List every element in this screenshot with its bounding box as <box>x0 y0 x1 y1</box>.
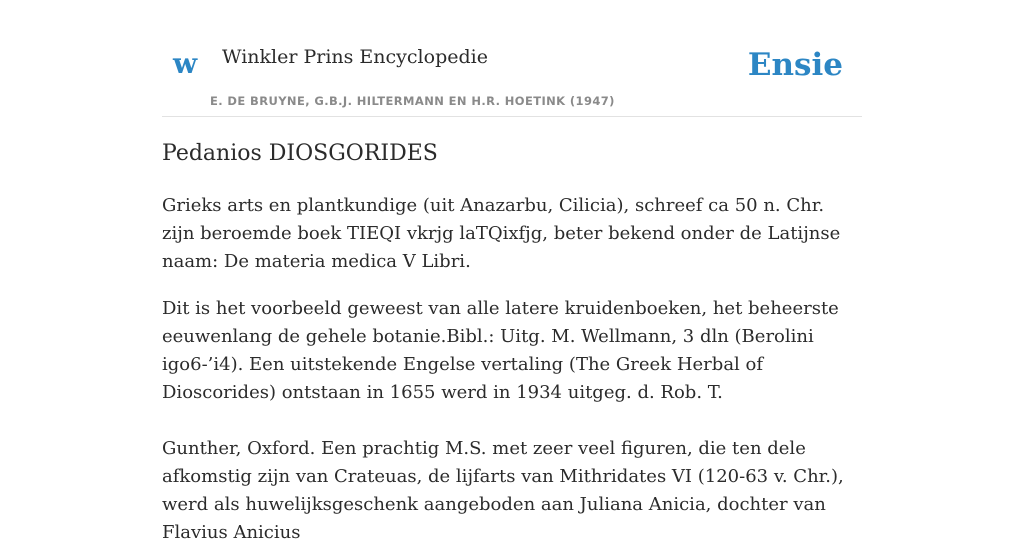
logo-icon[interactable]: w <box>173 47 198 80</box>
site-header <box>162 0 862 117</box>
brand-logo[interactable]: Ensie <box>747 47 843 83</box>
article-paragraph-3: Gunther, Oxford. Een prachtig M.S. met zeer veel figuren, die ten dele afkomstig zijn van Crateuas, de lijfarts van Mithridates VI (120-63 v. Chr.), werd als huwelijksgeschenk aangeboden aan Juliana Anicia, dochter van Flavius Anicius <box>162 438 844 543</box>
site-title[interactable]: Winkler Prins Encyclopedie <box>222 46 488 68</box>
article-paragraph-1: Grieks arts en plantkundige (uit Anazarbu, Cilicia), schreef ca 50 n. Chr. zijn beroemde boek TIEQI vkrjg laTQixfjg, beter bekend onder de Latijnse naam: De materia medica V Libri. <box>162 195 841 272</box>
article-title: Pedanios DIOSGORIDES <box>162 141 438 166</box>
article-paragraph-2: Dit is het voorbeeld geweest van alle latere kruidenboeken, het beheerste eeuwenlang de gehele botanie.Bibl.: Uitg. M. Wellmann, 3 dln (Berolini igo6-’i4). Een uitstekende Engelse vertaling (The Greek Herbal of Dioscorides) ontstaan in 1655 werd in 1934 uitgeg. d. Rob. T. <box>162 298 839 403</box>
authors-line: E. DE BRUYNE, G.B.J. HILTERMANN EN H.R. HOETINK (1947) <box>210 94 615 108</box>
page-container <box>162 0 862 543</box>
